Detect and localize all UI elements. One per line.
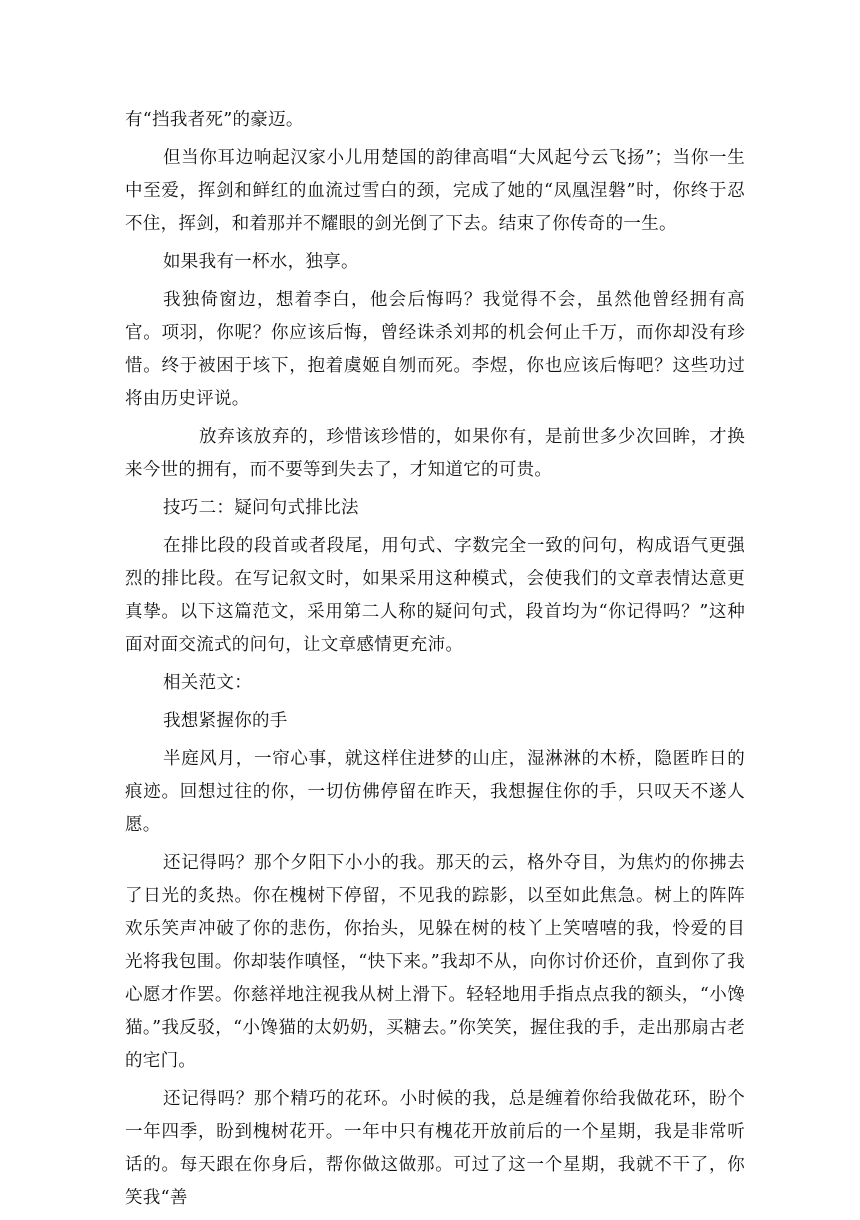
paragraph-continuation: 有“挡我者死”的豪迈。 [125, 110, 304, 130]
essay-paragraph-garland: 还记得吗？那个精巧的花环。小时候的我，总是缠着你给我做花环，盼个一年四季，盼到槐树花开。一年中只有槐花开放前后的一个星期，我是非常听话的。每天跟在你身后，帮你做这做那。可过了这一个星期，我就不干了，你笑我“善 [125, 1089, 745, 1208]
sample-essay-label: 相关范文： [163, 673, 252, 693]
paragraph-xiangyu-end: 但当你耳边响起汉家小儿用楚国的韵律高唱“大风起兮云飞扬”；当你一生中至爱，挥剑和鲜红的血流过雪白的颈，完成了她的“凤凰涅磐”时，你终于忍不住，挥剑，和着那并不耀眼的剑光倒了下去。结束了你传奇的一生。 [125, 148, 745, 234]
technique-two-heading: 技巧二：疑问句式排比法 [163, 498, 359, 518]
paragraph-cherish: 放弃该放弃的，珍惜该珍惜的，如果你有，是前世多少次回眸，才换来今世的拥有，而不要等到失去了，才知道它的可贵。 [125, 427, 745, 480]
paragraph-water-heading: 如果我有一杯水，独享。 [163, 252, 359, 272]
essay-paragraph-sunset: 还记得吗？那个夕阳下小小的我。那天的云，格外夺目，为焦灼的你拂去了日光的炙热。你在槐树下停留，不见我的踪影，以至如此焦急。树上的阵阵欢乐笑声冲破了你的悲伤，你抬头，见躲在树的枝丫上笑嘻嘻的我，怜爱的目光将我包围。你却装作嗔怪，“快下来。”我却不从，向你讨价还价，直到你了我心愿才作罢。你慈祥地注视我从树上滑下。轻轻地用手指点点我的额头，“小馋猫。”我反驳，“小馋猫的太奶奶，买糖去。”你笑笑，握住我的手，走出那扇古老的宅门。 [125, 853, 745, 1071]
document-body [125, 104, 745, 1220]
paragraph-regret: 我独倚窗边，想着李白，他会后悔吗？我觉得不会，虽然他曾经拥有高官。项羽，你呢？你应该后悔，曾经诛杀刘邦的机会何止千万，而你却没有珍惜。终于被困于垓下，抱着虞姬自刎而死。李煜，你也应该后悔吧？这些功过将由历史评说。 [125, 290, 745, 409]
essay-paragraph-opening: 半庭风月，一帘心事，就这样住进梦的山庄，湿淋淋的木桥，隐匿昨日的痕迹。回想过往的你，一切仿佛停留在昨天，我想握住你的手，只叹天不遂人愿。 [125, 749, 745, 835]
essay-title: 我想紧握你的手 [163, 711, 288, 731]
technique-two-description: 在排比段的段首或者段尾，用句式、字数完全一致的问句，构成语气更强烈的排比段。在写记叙文时，如果采用这种模式，会使我们的文章表情达意更真挚。以下这篇范文，采用第二人称的疑问句式，段首均为“你记得吗？”这种面对面交流式的问句，让文章感情更充沛。 [125, 536, 745, 655]
